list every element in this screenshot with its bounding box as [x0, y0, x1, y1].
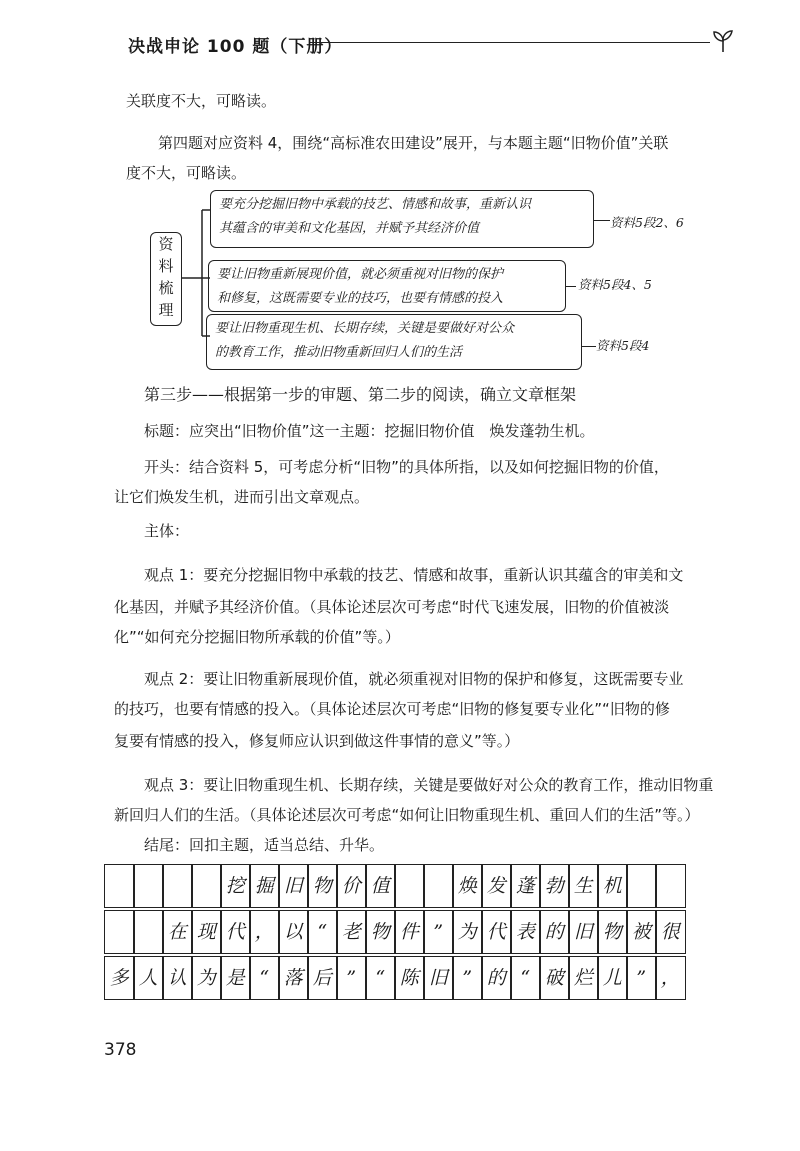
essay-grid-cell: 物 [597, 910, 628, 954]
side-label-box [150, 232, 182, 326]
essay-grid-cell: ” [452, 956, 483, 1000]
text-line: 观点 3：要让旧物重现生机、长期存续，关键是要做好对公众的教育工作，推动旧物重 [144, 776, 714, 794]
essay-grid-cell [191, 864, 222, 908]
essay-grid-cell: 表 [510, 910, 541, 954]
essay-grid-cell: 儿 [597, 956, 628, 1000]
text-line: 标题：应突出“旧物价值”这一主题：挖掘旧物价值 焕发蓬勃生机。 [144, 422, 595, 440]
essay-grid-cell: 挖 [220, 864, 251, 908]
essay-grid-cell: ” [423, 910, 454, 954]
essay-grid-cell: 值 [365, 864, 396, 908]
essay-grid-cell: 物 [365, 910, 396, 954]
ref-connector [594, 220, 610, 221]
branch-text: 要让旧物重新展现价值，就必须重视对旧物的保护 [217, 267, 504, 282]
essay-grid-cell [104, 910, 135, 954]
essay-grid-cell: “ [307, 910, 338, 954]
step-heading: 第三步——根据第一步的审题、第二步的阅读，确立文章框架 [144, 385, 577, 404]
text-line: 度不大，可略读。 [126, 164, 247, 182]
reference-label: 资料5段4、5 [578, 277, 652, 292]
essay-grid-cell: ， [249, 910, 280, 954]
essay-grid-cell: 生 [568, 864, 599, 908]
branch-text: 要充分挖掘旧物中承载的技艺、情感和故事，重新认识 [219, 197, 532, 212]
outline-branch-1 [210, 190, 594, 248]
text-line: 新回归人们的生活。（具体论述层次可考虑“如何让旧物重现生机、重回人们的生活”等。） [114, 806, 700, 824]
essay-grid-cell: 在 [162, 910, 193, 954]
header-rule [310, 42, 710, 43]
essay-grid-cell: 机 [597, 864, 628, 908]
text-line: 开头：结合资料 5，可考虑分析“旧物”的具体所指，以及如何挖掘旧物的价值， [144, 458, 669, 476]
essay-grid-cell: 勃 [539, 864, 570, 908]
text-line: 主体： [144, 522, 190, 540]
essay-grid-cell: 很 [655, 910, 686, 954]
essay-grid-cell [655, 864, 686, 908]
essay-grid-row [104, 910, 702, 954]
branch-text: 和修复，这既需要专业的技巧，也要有情感的投入 [217, 291, 504, 306]
essay-grid-cell [394, 864, 425, 908]
side-label-char: 理 [158, 301, 174, 319]
essay-grid-cell: 以 [278, 910, 309, 954]
essay-grid-cell: 物 [307, 864, 338, 908]
essay-grid-cell: 件 [394, 910, 425, 954]
essay-grid-cell: 旧 [568, 910, 599, 954]
essay-grid-cell: 落 [278, 956, 309, 1000]
side-label-char: 资 [158, 235, 174, 253]
branch-text: 要让旧物重现生机、长期存续，关键是要做好对公众 [215, 321, 515, 336]
text-line: 让它们焕发生机，进而引出文章观点。 [114, 488, 370, 506]
essay-grid-cell: 人 [133, 956, 164, 1000]
outline-branch-3 [206, 314, 582, 370]
essay-grid-cell: “ [510, 956, 541, 1000]
essay-grid-cell [133, 910, 164, 954]
page-header [128, 28, 748, 58]
essay-grid-cell [133, 864, 164, 908]
essay-grid-cell [423, 864, 454, 908]
essay-grid-cell: 后 [307, 956, 338, 1000]
essay-grid-cell: 是 [220, 956, 251, 1000]
text-line: 第四题对应资料 4，围绕“高标准农田建设”展开，与本题主题“旧物价值”关联 [158, 134, 669, 152]
sprout-icon [710, 28, 736, 54]
essay-grid-cell: 多 [104, 956, 135, 1000]
essay-grid-cell: 烂 [568, 956, 599, 1000]
essay-grid-cell: 代 [220, 910, 251, 954]
essay-grid-cell: ” [336, 956, 367, 1000]
essay-grid-cell: 蓬 [510, 864, 541, 908]
essay-grid-cell: 破 [539, 956, 570, 1000]
essay-grid-cell [626, 864, 657, 908]
ref-connector [566, 286, 576, 287]
text-line: 观点 1：要充分挖掘旧物中承载的技艺、情感和故事，重新认识其蕴含的审美和文 [144, 566, 684, 584]
essay-grid-cell: 掘 [249, 864, 280, 908]
essay-grid-cell: 发 [481, 864, 512, 908]
branch-text: 其蕴含的审美和文化基因，并赋予其经济价值 [219, 221, 480, 236]
essay-grid-cell [162, 864, 193, 908]
essay-grid-row [104, 956, 702, 1000]
branch-text: 的教育工作，推动旧物重新回归人们的生活 [215, 345, 463, 360]
essay-grid-cell: 的 [481, 956, 512, 1000]
essay-grid-cell: ， [655, 956, 686, 1000]
essay-grid-cell: 被 [626, 910, 657, 954]
essay-grid-cell: “ [249, 956, 280, 1000]
essay-grid-cell [104, 864, 135, 908]
essay-grid-cell: 的 [539, 910, 570, 954]
text-line: 关联度不大，可略读。 [126, 92, 277, 110]
outline-branch-2 [208, 260, 566, 312]
essay-grid-row [104, 864, 702, 908]
text-line: 结尾：回扣主题，适当总结、升华。 [144, 836, 385, 854]
reference-label: 资料5段2、6 [610, 215, 684, 230]
essay-grid-cell: 老 [336, 910, 367, 954]
essay-grid-cell: 旧 [423, 956, 454, 1000]
text-line: 的技巧，也要有情感的投入。（具体论述层次可考虑“旧物的修复要专业化”“旧物的修 [114, 700, 670, 718]
essay-grid-cell: 为 [452, 910, 483, 954]
essay-grid-cell: “ [365, 956, 396, 1000]
essay-grid-cell: 代 [481, 910, 512, 954]
essay-grid-cell: 陈 [394, 956, 425, 1000]
side-label-char: 梳 [158, 279, 174, 297]
reference-label: 资料5段4 [596, 338, 650, 353]
essay-grid-cell: 现 [191, 910, 222, 954]
book-title: 决战申论 100 题（下册） [128, 37, 343, 57]
text-line: 观点 2：要让旧物重新展现价值，就必须重视对旧物的保护和修复，这既需要专业 [144, 670, 684, 688]
material-outline-diagram [150, 186, 710, 372]
text-line: 化”“如何充分挖掘旧物所承载的价值”等。） [114, 628, 400, 646]
side-label-char: 料 [158, 257, 174, 275]
essay-grid-cell: 价 [336, 864, 367, 908]
page-number: 378 [104, 1040, 137, 1060]
ref-connector [582, 346, 596, 347]
essay-grid-cell: 为 [191, 956, 222, 1000]
essay-grid-cell: 旧 [278, 864, 309, 908]
essay-grid-cell: 认 [162, 956, 193, 1000]
text-line: 化基因，并赋予其经济价值。（具体论述层次可考虑“时代飞速发展，旧物的价值被淡 [114, 598, 670, 616]
essay-grid-cell: ” [626, 956, 657, 1000]
essay-grid-cell: 焕 [452, 864, 483, 908]
text-line: 复要有情感的投入，修复师应认识到做这件事情的意义”等。） [114, 732, 520, 750]
